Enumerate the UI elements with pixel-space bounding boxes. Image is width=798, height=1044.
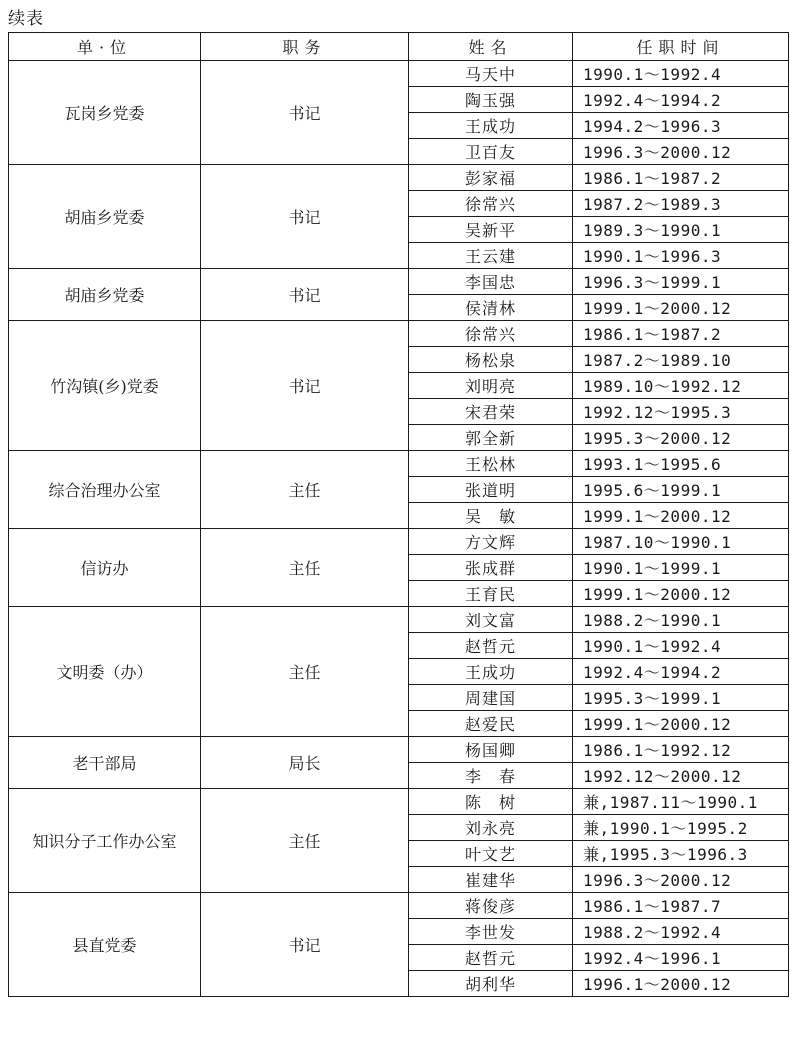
person-name-cell: 王成功	[409, 659, 573, 685]
title-cell: 书记	[201, 165, 409, 269]
person-name-cell: 卫百友	[409, 139, 573, 165]
table-row	[9, 607, 789, 633]
table-row	[9, 893, 789, 919]
term-cell: 1992.12～2000.12	[573, 763, 789, 789]
person-name-cell: 刘永亮	[409, 815, 573, 841]
term-cell: 1994.2～1996.3	[573, 113, 789, 139]
person-name-cell: 赵爱民	[409, 711, 573, 737]
table-header-row	[9, 33, 789, 61]
person-name-cell: 侯清林	[409, 295, 573, 321]
term-cell: 1987.10～1990.1	[573, 529, 789, 555]
title-cell: 主任	[201, 607, 409, 737]
title-cell: 主任	[201, 529, 409, 607]
term-cell: 1988.2～1992.4	[573, 919, 789, 945]
unit-cell: 老干部局	[9, 737, 201, 789]
person-name-cell: 李世发	[409, 919, 573, 945]
term-cell: 1993.1～1995.6	[573, 451, 789, 477]
table-row	[9, 789, 789, 815]
term-cell: 1986.1～1992.12	[573, 737, 789, 763]
term-cell: 1992.12～1995.3	[573, 399, 789, 425]
unit-cell: 胡庙乡党委	[9, 165, 201, 269]
term-cell: 1988.2～1990.1	[573, 607, 789, 633]
header-title: 职务	[201, 33, 409, 61]
title-cell: 书记	[201, 893, 409, 997]
term-cell: 兼,1987.11～1990.1	[573, 789, 789, 815]
unit-cell: 综合治理办公室	[9, 451, 201, 529]
term-cell: 兼,1995.3～1996.3	[573, 841, 789, 867]
term-cell: 1986.1～1987.2	[573, 321, 789, 347]
title-cell: 书记	[201, 269, 409, 321]
unit-cell: 县直党委	[9, 893, 201, 997]
unit-cell: 竹沟镇(乡)党委	[9, 321, 201, 451]
term-cell: 1989.10～1992.12	[573, 373, 789, 399]
header-person: 姓名	[409, 33, 573, 61]
table-caption: 续表	[8, 9, 44, 29]
person-name-cell: 徐常兴	[409, 191, 573, 217]
term-cell: 1986.1～1987.2	[573, 165, 789, 191]
title-cell: 书记	[201, 61, 409, 165]
table-row	[9, 269, 789, 295]
person-name-cell: 陶玉强	[409, 87, 573, 113]
term-cell: 1990.1～1992.4	[573, 61, 789, 87]
term-cell: 1999.1～2000.12	[573, 295, 789, 321]
person-name-cell: 马天中	[409, 61, 573, 87]
term-cell: 1990.1～1996.3	[573, 243, 789, 269]
person-name-cell: 郭全新	[409, 425, 573, 451]
title-cell: 书记	[201, 321, 409, 451]
term-cell: 1999.1～2000.12	[573, 581, 789, 607]
term-cell: 1995.3～2000.12	[573, 425, 789, 451]
term-cell: 兼,1990.1～1995.2	[573, 815, 789, 841]
unit-cell: 瓦岗乡党委	[9, 61, 201, 165]
unit-cell: 知识分子工作办公室	[9, 789, 201, 893]
header-unit: 单·位	[9, 33, 201, 61]
table-row	[9, 321, 789, 347]
term-cell: 1992.4～1994.2	[573, 659, 789, 685]
person-name-cell: 张道明	[409, 477, 573, 503]
person-name-cell: 赵哲元	[409, 945, 573, 971]
person-name-cell: 李国忠	[409, 269, 573, 295]
person-name-cell: 宋君荣	[409, 399, 573, 425]
person-name-cell: 李 春	[409, 763, 573, 789]
term-cell: 1999.1～2000.12	[573, 711, 789, 737]
person-name-cell: 徐常兴	[409, 321, 573, 347]
term-cell: 1996.1～2000.12	[573, 971, 789, 997]
person-name-cell: 杨松泉	[409, 347, 573, 373]
person-name-cell: 周建国	[409, 685, 573, 711]
term-cell: 1990.1～1992.4	[573, 633, 789, 659]
term-cell: 1996.3～2000.12	[573, 139, 789, 165]
header-term: 任职时间	[573, 33, 789, 61]
person-name-cell: 杨国卿	[409, 737, 573, 763]
term-cell: 1999.1～2000.12	[573, 503, 789, 529]
person-name-cell: 方文辉	[409, 529, 573, 555]
person-name-cell: 陈 树	[409, 789, 573, 815]
term-cell: 1987.2～1989.10	[573, 347, 789, 373]
term-cell: 1996.3～1999.1	[573, 269, 789, 295]
term-cell: 1992.4～1996.1	[573, 945, 789, 971]
person-name-cell: 胡利华	[409, 971, 573, 997]
table-body	[9, 61, 789, 997]
person-name-cell: 叶文艺	[409, 841, 573, 867]
person-name-cell: 刘文富	[409, 607, 573, 633]
person-name-cell: 赵哲元	[409, 633, 573, 659]
term-cell: 1986.1～1987.7	[573, 893, 789, 919]
person-name-cell: 崔建华	[409, 867, 573, 893]
term-cell: 1989.3～1990.1	[573, 217, 789, 243]
person-name-cell: 彭家福	[409, 165, 573, 191]
person-name-cell: 刘明亮	[409, 373, 573, 399]
person-name-cell: 王成功	[409, 113, 573, 139]
table-row	[9, 451, 789, 477]
unit-cell: 文明委（办）	[9, 607, 201, 737]
term-cell: 1995.3～1999.1	[573, 685, 789, 711]
title-cell: 主任	[201, 451, 409, 529]
person-name-cell: 王松林	[409, 451, 573, 477]
person-name-cell: 吴 敏	[409, 503, 573, 529]
person-name-cell: 王育民	[409, 581, 573, 607]
table-row	[9, 529, 789, 555]
term-cell: 1995.6～1999.1	[573, 477, 789, 503]
term-cell: 1987.2～1989.3	[573, 191, 789, 217]
roster-table	[8, 32, 789, 997]
term-cell: 1996.3～2000.12	[573, 867, 789, 893]
unit-cell: 信访办	[9, 529, 201, 607]
table-row	[9, 165, 789, 191]
title-cell: 主任	[201, 789, 409, 893]
table-row	[9, 61, 789, 87]
table-row	[9, 737, 789, 763]
person-name-cell: 张成群	[409, 555, 573, 581]
term-cell: 1992.4～1994.2	[573, 87, 789, 113]
title-cell: 局长	[201, 737, 409, 789]
person-name-cell: 蒋俊彦	[409, 893, 573, 919]
person-name-cell: 吴新平	[409, 217, 573, 243]
unit-cell: 胡庙乡党委	[9, 269, 201, 321]
term-cell: 1990.1～1999.1	[573, 555, 789, 581]
person-name-cell: 王云建	[409, 243, 573, 269]
